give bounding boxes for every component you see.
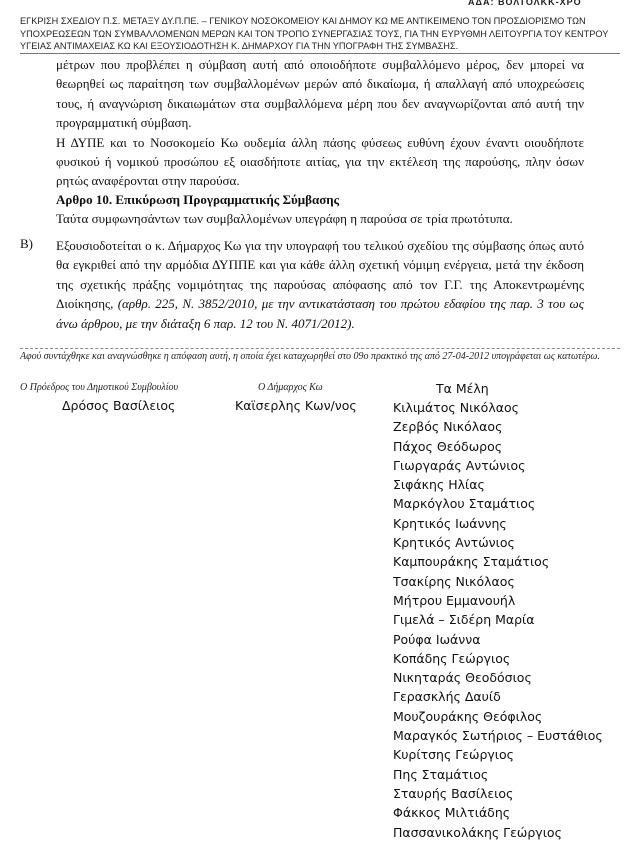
member-name: Γιωργαράς Αντώνιος	[393, 457, 526, 473]
document-header: ΕΓΚΡΙΣΗ ΣΧΕΔΙΟΥ Π.Σ. ΜΕΤΑΞΥ ΔΥ.Π.ΠΕ. – ΓΕΝΙΚΟΥ ΝΟΣΟΚΟΜΕΙΟΥ ΚΑΙ ΔΗΜΟΥ ΚΩ ΜΕ ΑΝΤΙΚΕΙΜΕΝΟ ΤΟΝ ΠΡΟΣΔΙΟΡΙΣΜΟ ΤΩΝ ΥΠΟΧΡΕΩΣΕΩΝ ΤΩΝ ΣΥΜΒΑΛΛΟΜΕΝΩΝ ΜΕΡΩΝ ΚΑΙ ΤΟΝ ΤΡΟΠΟ ΣΥΝΕΡΓΑΣΙΑΣ ΤΟΥΣ, ΓΙΑ ΤΗΝ ΕΥΡΥΘΜΗ ΛΕΙΤΟΥΡΓΙΑ ΤΟΥ ΚΕΝΤΡΟΥ ΥΓΕΙΑΣ ΑΝΤΙΜΑΧΕΙΑΣ ΚΩ ΚΑΙ ΕΞΟΥΣΙΟΔΟΤΗΣΗ Κ. ΔΗΜΑΡΧΟΥ ΓΙΑ ΤΗΝ ΥΠΟΓΡΑΦΗ ΤΗΣ ΣΥΜΒΑΣΗΣ.	[20, 16, 609, 52]
mayor-title: Ο Δήμαρχος Κω	[258, 382, 323, 393]
body-paragraph-1	[56, 55, 584, 191]
president-title: Ο Πρόεδρος του Δημοτικού Συμβουλίου	[20, 382, 179, 393]
footer-divider	[20, 348, 620, 349]
member-name: Ζερβός Νικόλαος	[393, 419, 503, 435]
member-name: Κιλιμάτος Νικόλαος	[393, 400, 519, 415]
member-name: Τσακίρης Νικόλαος	[393, 573, 515, 589]
member-name: Σιφάκης Ηλίας	[393, 477, 485, 493]
member-name: Μαρκόγλου Σταμάτιος	[393, 496, 536, 512]
footer-note: Αφού συντάχθηκε και αναγνώσθηκε η απόφαση αυτή, η οποία έχει καταχωρηθεί στο 09ο πρακτικό της από 27-04-2012 υπογράφεται ως κατωτέρω.	[20, 351, 600, 362]
member-name: Γερασκλής Δαυίδ	[393, 689, 501, 705]
article-heading: Αρθρο 10. Επικύρωση Προγραμματικής Σύμβασης	[56, 192, 340, 207]
item-b-text	[56, 236, 584, 333]
item-label-b: Β)	[20, 236, 33, 251]
member-name: Κρητικός Ιωάννης	[393, 515, 507, 531]
member-name: Γιμελά – Σιδέρη Μαρία	[393, 612, 535, 628]
article-text: Ταύτα συμφωνησάντων των συμβαλλομένων υπεγράφη η παρούσα σε τρία πρωτότυπα.	[56, 211, 513, 227]
header-divider	[20, 53, 620, 54]
item-b-main: Εξουσιοδοτείται ο κ. Δήμαρχος Κω για την υπογραφή του τελικού σχεδίου της σύμβασης όπως αυτό θα εγκριθεί από την αρμόδια ΔΥΠΠΕ και για κάθε άλλη σχετική νόμιμη ενέργεια, μετά την έκδοση της σχετικής πράξης νομιμότητας της παρούσας απόφασης από τον Γ.Γ. της Αποκεντρωμένης Διοίκησης,	[56, 238, 584, 312]
member-name: Πης Σταμάτιος	[393, 766, 489, 782]
paragraph-text: μέτρων που προβλέπει η σύμβαση αυτή από οποιοδήποτε συμβαλλόμενο μέρος, δεν μπορεί να θεωρηθεί ως παραίτηση των συμβαλλομένων μερών από δικαίωμα, ή απαλλαγή από υποχρεώσεις τους, ή αναγνώριση δικαιωμάτων στα συμβαλλόμενα μέρη που δεν αναγνωρίζονται από αυτή την προγραμματική σύμβαση.	[56, 57, 584, 131]
member-name: Κοπάδης Γεώργιος	[393, 650, 511, 666]
members-title: Τα Μέλη	[436, 381, 489, 396]
member-name: Ρούφα Ιωάννα	[393, 631, 481, 647]
item-b-legal-reference: (αρθρ. 225, Ν. 3852/2010, με την αντικατάσταση του πρώτου εδαφίου της παρ. 3 του ως άνω άρθρου, με την διάταξη 6 παρ. 12 του Ν. 4071/2012).	[56, 296, 584, 331]
member-name: Μαραγκός Σωτήριος – Ευστάθιος	[393, 728, 603, 744]
member-name: Καμπουράκης Σταμάτιος	[393, 554, 550, 570]
member-name: Νικηταράς Θεοδόσιος	[393, 670, 532, 686]
article-10	[56, 190, 584, 229]
member-name: Κρητικός Αντώνιος	[393, 535, 515, 551]
page-top-fragment: ΑΔΑ: ΒΟΛΤΟΛΚΚ-ΧΡΟ	[468, 0, 582, 7]
member-name: Κυρίτσης Γεώργιος	[393, 747, 515, 763]
members-list	[393, 398, 603, 842]
president-name: Δρόσος Βασίλειος	[62, 398, 176, 413]
member-name: Πασσανικολάκης Γεώργιος	[393, 824, 562, 840]
member-name: Πάχος Θεόδωρος	[393, 438, 503, 454]
member-name: Φάκκος Μιλτιάδης	[393, 805, 511, 821]
member-name: Σταυρής Βασίλειος	[393, 785, 514, 801]
mayor-name: Καϊσερλης Κων/νος	[235, 398, 357, 413]
paragraph-text: Η ΔΥΠΕ και το Νοσοκομείο Κω ουδεμία άλλη πάσης φύσεως ευθύνη έχουν έναντι οιουδήποτε φυσικού ή νομικού προσώπου εξ οιασδήποτε αιτίας, για την εκτέλεση της παρούσης, πλην όσων ρητώς αναφέρονται στην παρούσα.	[56, 134, 584, 189]
member-name: Μουζουράκης Θεόφιλος	[393, 708, 543, 724]
member-name: Μήτρου Εμμανουήλ	[393, 592, 516, 608]
